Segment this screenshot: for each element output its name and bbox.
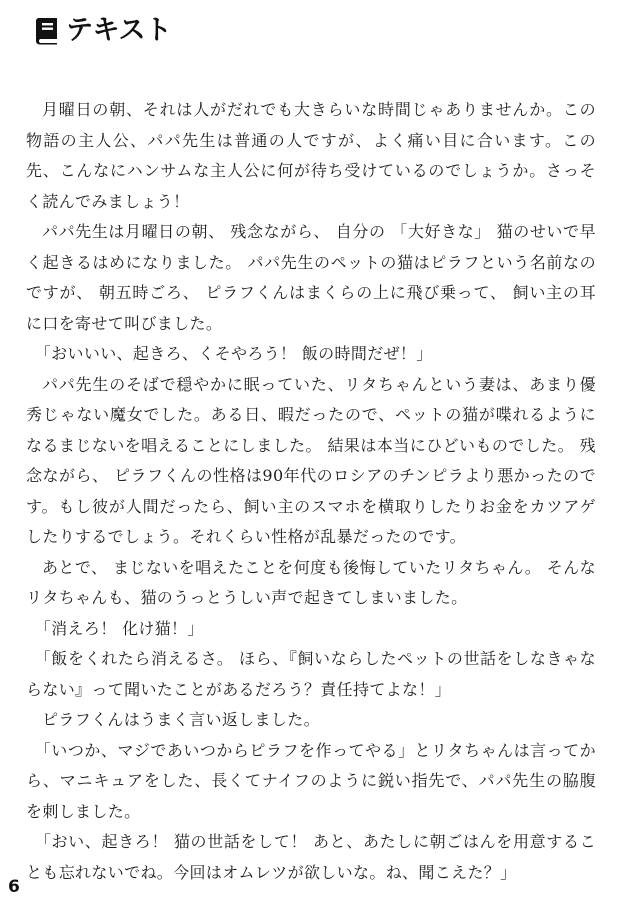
dialogue-line: 「飯をくれたら消えるさ。 ほら、『飼いならしたペットの世話をしなきゃならない』って聞いたことがあるだろう？責任持てよな！」 [26, 649, 596, 699]
paragraph: ピラフくんはうまく言い返しました。 [42, 710, 320, 729]
dialogue-line: 「いつか、マジであいつからピラフを作ってやる」とリタちゃんは言ってから、マニキュアをした、長くてナイフのように鋭い指先で、パパ先生の脇腹を刺しました。 [26, 740, 596, 821]
dialogue-line: 「おいいい、起きろ、くそやろう！ 飯の時間だぜ！」 [34, 344, 433, 363]
page-number: 6 [8, 877, 20, 897]
book-icon [34, 17, 60, 45]
story-text [26, 95, 596, 888]
paragraph: あとで、 まじないを唱えたことを何度も後悔していたリタちゃん。 そんなリタちゃんも、猫のうっとうしい声で起きてしまいました。 [26, 557, 596, 607]
dialogue-line: 「おい、起きろ！ 猫の世話をして！ あと、あたしに朝ごはんを用意することも忘れないでね。今回はオムレツが欲しいな。ね、聞こえた？」 [26, 832, 596, 882]
paragraph: パパ先生のそばで穏やかに眠っていた、リタちゃんという妻は、あまり優秀じゃない魔女でした。ある日、暇だったので、ペットの猫が喋れるようになるまじないを唱えることにしました。 結果は本当にひどいものでした。 残念ながら、 ピラフくんの性格は90年代のロシアのチンピラより悪かったのです。もし彼が人間だったら、飼い主のスマホを横取りしたりお金をカツアゲしたりするでしょう。それくらい性格が乱暴だったのです。 [26, 374, 596, 546]
section-title: テキスト [66, 15, 172, 46]
section-header [34, 14, 171, 48]
paragraph: 月曜日の朝、それは人がだれでも大きらいな時間じゃありませんか。この物語の主人公、パパ先生は普通の人ですが、よく痛い目に合います。この先、こんなにハンサムな主人公に何が待ち受けているのでしょうか。さっそく読んでみましょう！ [26, 100, 596, 211]
paragraph: パパ先生は月曜日の朝、 残念ながら、 自分の 「大好きな」 猫のせいで早く起きるはめになりました。 パパ先生のペットの猫はピラフという名前なのですが、 朝五時ごろ、 ピラフくんはまくらの上に飛び乗って、 飼い主の耳に口を寄せて叫びました。 [26, 222, 596, 333]
dialogue-line: 「消えろ！ 化け猫！」 [34, 618, 204, 638]
